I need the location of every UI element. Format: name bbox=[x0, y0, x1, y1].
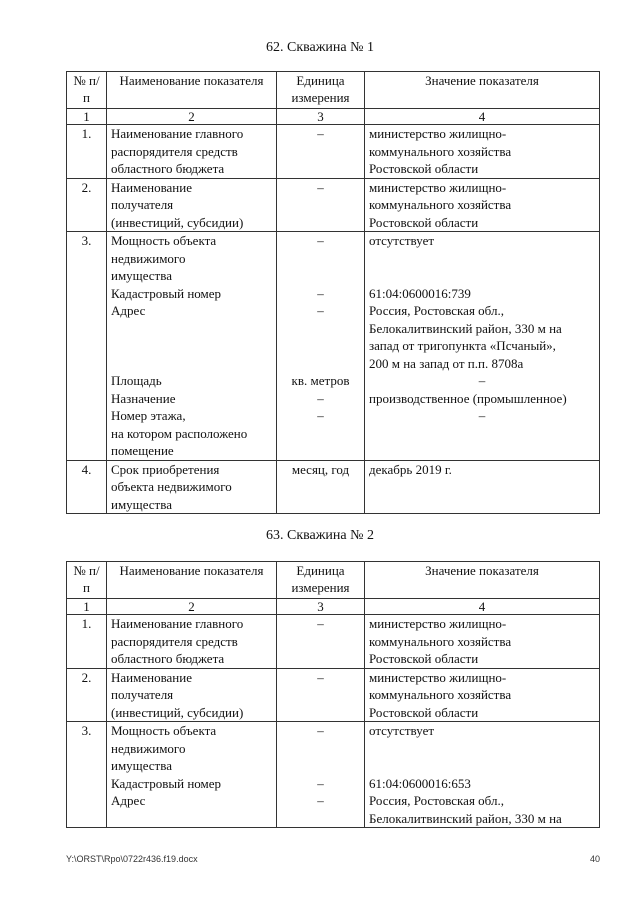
value-line: Белокалитвинский район, 330 м на bbox=[369, 320, 562, 336]
indicator-name-line: (инвестиций, субсидии) bbox=[111, 704, 244, 720]
table-header-row bbox=[67, 72, 600, 109]
row-number: 4. bbox=[67, 460, 107, 514]
value-line: Ростовской области bbox=[369, 704, 479, 720]
row-number: 1. bbox=[67, 615, 107, 669]
column-header-label: № п/п bbox=[73, 563, 100, 595]
column-number: 1 bbox=[67, 599, 107, 615]
column-header bbox=[365, 72, 600, 109]
column-header bbox=[107, 72, 277, 109]
column-header-label: Наименование показателя bbox=[119, 73, 264, 88]
indicator-name-line: областного бюджета bbox=[111, 651, 225, 666]
unit-line bbox=[281, 633, 360, 651]
unit-of-measure bbox=[277, 178, 365, 232]
section-title: 63. Скважина № 2 bbox=[265, 528, 374, 543]
value-line bbox=[369, 740, 595, 758]
indicator-name bbox=[107, 615, 277, 669]
indicator-name-line: Наименование главного bbox=[111, 126, 244, 141]
value-line: Россия, Ростовская обл., bbox=[369, 793, 504, 808]
value-line bbox=[369, 757, 595, 775]
unit-line bbox=[281, 740, 360, 758]
value-line bbox=[369, 250, 595, 268]
column-header-label: № п/п bbox=[73, 73, 100, 105]
indicator-table bbox=[66, 71, 600, 514]
unit-line bbox=[281, 425, 360, 443]
indicator-value bbox=[365, 668, 600, 722]
column-header-label: Наименование показателя bbox=[119, 563, 264, 578]
unit-line bbox=[281, 810, 360, 828]
unit-line bbox=[281, 355, 360, 373]
value-line: 61:04:0600016:739 bbox=[369, 285, 471, 301]
column-header bbox=[277, 562, 365, 599]
table-row bbox=[67, 125, 600, 179]
unit-line bbox=[281, 442, 360, 460]
value-line: коммунального хозяйства bbox=[369, 143, 512, 159]
column-header bbox=[277, 72, 365, 109]
indicator-name-line: Назначение bbox=[111, 390, 176, 406]
unit-line: – bbox=[317, 233, 324, 248]
value-line bbox=[369, 442, 595, 460]
indicator-name-line: распорядителя средств bbox=[111, 633, 238, 649]
value-line: министерство жилищно- bbox=[369, 669, 507, 685]
column-header-label: Единица измерения bbox=[291, 563, 350, 595]
indicator-name bbox=[107, 178, 277, 232]
indicator-name-line: Наименование bbox=[111, 179, 192, 195]
column-number: 3 bbox=[277, 109, 365, 125]
indicator-name-line: Номер этажа, bbox=[111, 408, 186, 423]
indicator-name-line: Наименование bbox=[111, 669, 192, 685]
unit-line: – bbox=[317, 408, 324, 423]
row-number: 2. bbox=[67, 178, 107, 232]
unit-of-measure bbox=[277, 668, 365, 722]
unit-line: – bbox=[317, 793, 324, 808]
indicator-name-line: распорядителя средств bbox=[111, 143, 238, 159]
indicator-name-line bbox=[111, 337, 272, 355]
table-header-row bbox=[67, 562, 600, 599]
value-line: министерство жилищно- bbox=[369, 126, 507, 141]
indicator-name bbox=[107, 232, 277, 461]
value-line: Россия, Ростовская обл., bbox=[369, 303, 504, 318]
value-line: министерство жилищно- bbox=[369, 616, 507, 631]
indicator-name-line: получателя bbox=[111, 687, 174, 702]
indicator-value bbox=[365, 125, 600, 179]
column-number-row bbox=[67, 599, 600, 615]
unit-line: кв. метров bbox=[291, 373, 350, 388]
indicator-value bbox=[365, 722, 600, 828]
indicator-table bbox=[66, 561, 600, 828]
value-line bbox=[369, 267, 595, 285]
table-row bbox=[67, 232, 600, 461]
value-line bbox=[369, 425, 595, 443]
column-number: 2 bbox=[107, 599, 277, 615]
value-line: – bbox=[478, 408, 486, 423]
unit-line: – bbox=[317, 390, 324, 406]
unit-of-measure bbox=[277, 615, 365, 669]
unit-line bbox=[281, 478, 360, 496]
column-header bbox=[107, 562, 277, 599]
unit-line bbox=[281, 320, 360, 338]
column-header-label: Значение показателя bbox=[425, 73, 539, 88]
value-line: – bbox=[478, 373, 486, 388]
indicator-name-line: Мощность объекта bbox=[111, 233, 217, 248]
indicator-name-line bbox=[111, 810, 272, 828]
indicator-name-line: Мощность объекта bbox=[111, 723, 217, 738]
indicator-value bbox=[365, 615, 600, 669]
row-number: 1. bbox=[67, 125, 107, 179]
indicator-name-line: (инвестиций, субсидии) bbox=[111, 214, 244, 230]
column-number-row bbox=[67, 109, 600, 125]
indicator-name-line: Адрес bbox=[111, 793, 146, 808]
indicator-value bbox=[365, 232, 600, 461]
unit-of-measure bbox=[277, 125, 365, 179]
indicator-name-line: получателя bbox=[111, 197, 174, 212]
unit-line: – bbox=[317, 126, 324, 141]
value-line bbox=[369, 496, 595, 514]
unit-line bbox=[281, 757, 360, 775]
indicator-name-line: на котором расположено bbox=[111, 425, 248, 441]
value-line: коммунального хозяйства bbox=[369, 687, 512, 702]
table-row bbox=[67, 178, 600, 232]
indicator-name-line bbox=[111, 355, 272, 373]
unit-line bbox=[281, 337, 360, 355]
unit-line: – bbox=[317, 179, 324, 195]
indicator-name bbox=[107, 125, 277, 179]
value-line: запад от тригопункта «Псчаный», bbox=[369, 338, 556, 353]
value-line: коммунального хозяйства bbox=[369, 633, 512, 649]
value-line: министерство жилищно- bbox=[369, 179, 507, 195]
column-number: 3 bbox=[277, 599, 365, 615]
table-row bbox=[67, 668, 600, 722]
unit-line bbox=[281, 160, 360, 178]
column-number: 4 bbox=[365, 599, 600, 615]
column-number: 1 bbox=[67, 109, 107, 125]
unit-line bbox=[281, 496, 360, 514]
unit-line: месяц, год bbox=[291, 461, 350, 477]
indicator-name bbox=[107, 722, 277, 828]
column-header-label: Значение показателя bbox=[425, 563, 539, 578]
value-line: 200 м на запад от п.п. 8708а bbox=[369, 355, 524, 371]
column-number: 4 bbox=[365, 109, 600, 125]
indicator-name-line: имущества bbox=[111, 758, 172, 773]
table-row bbox=[67, 722, 600, 828]
column-header bbox=[67, 72, 107, 109]
unit-line bbox=[281, 250, 360, 268]
unit-line bbox=[281, 196, 360, 214]
unit-of-measure bbox=[277, 722, 365, 828]
indicator-name-line: недвижимого bbox=[111, 250, 186, 266]
indicator-name-line: объекта недвижимого bbox=[111, 479, 232, 494]
section-title: 62. Скважина № 1 bbox=[265, 40, 374, 55]
indicator-name-line: недвижимого bbox=[111, 740, 186, 756]
indicator-name-line: Кадастровый номер bbox=[111, 285, 222, 301]
page-number: 40 bbox=[589, 854, 600, 864]
unit-line bbox=[281, 143, 360, 161]
unit-line bbox=[281, 650, 360, 668]
value-line: коммунального хозяйства bbox=[369, 197, 512, 212]
value-line bbox=[369, 478, 595, 496]
indicator-value bbox=[365, 460, 600, 514]
unit-line: – bbox=[317, 616, 324, 631]
table-row bbox=[67, 615, 600, 669]
unit-line bbox=[281, 704, 360, 722]
value-line: отсутствует bbox=[369, 233, 435, 248]
row-number: 2. bbox=[67, 668, 107, 722]
value-line: Ростовской области bbox=[369, 651, 479, 666]
value-line: отсутствует bbox=[369, 723, 435, 738]
indicator-name-line: Наименование главного bbox=[111, 616, 244, 631]
column-number: 2 bbox=[107, 109, 277, 125]
indicator-name bbox=[107, 460, 277, 514]
footer-file-path: Y:\ORST\Rpo\0722r436.f19.docx bbox=[66, 854, 198, 864]
indicator-name-line: имущества bbox=[111, 496, 172, 512]
column-header bbox=[67, 562, 107, 599]
indicator-name-line: областного бюджета bbox=[111, 161, 225, 176]
value-line: Белокалитвинский район, 330 м на bbox=[369, 810, 562, 826]
value-line: производственное (промышленное) bbox=[369, 390, 567, 406]
indicator-name-line: Адрес bbox=[111, 303, 146, 318]
unit-line: – bbox=[317, 669, 324, 685]
indicator-name-line: Площадь bbox=[111, 373, 162, 388]
value-line: декабрь 2019 г. bbox=[369, 461, 452, 477]
table-row bbox=[67, 460, 600, 514]
indicator-name-line: Кадастровый номер bbox=[111, 775, 222, 791]
indicator-name-line: имущества bbox=[111, 268, 172, 283]
unit-line: – bbox=[317, 303, 324, 318]
unit-of-measure bbox=[277, 232, 365, 461]
indicator-name-line bbox=[111, 320, 272, 338]
indicator-name bbox=[107, 668, 277, 722]
indicator-value bbox=[365, 178, 600, 232]
row-number: 3. bbox=[67, 722, 107, 828]
value-line: Ростовской области bbox=[369, 214, 479, 230]
unit-line bbox=[281, 214, 360, 232]
indicator-name-line: помещение bbox=[111, 443, 174, 458]
column-header bbox=[365, 562, 600, 599]
value-line: 61:04:0600016:653 bbox=[369, 775, 471, 791]
unit-line: – bbox=[317, 775, 324, 791]
value-line: Ростовской области bbox=[369, 161, 479, 176]
column-header-label: Единица измерения bbox=[291, 73, 350, 105]
unit-line: – bbox=[317, 723, 324, 738]
unit-line: – bbox=[317, 285, 324, 301]
unit-line bbox=[281, 686, 360, 704]
indicator-name-line: Срок приобретения bbox=[111, 461, 220, 477]
row-number: 3. bbox=[67, 232, 107, 461]
unit-line bbox=[281, 267, 360, 285]
unit-of-measure bbox=[277, 460, 365, 514]
